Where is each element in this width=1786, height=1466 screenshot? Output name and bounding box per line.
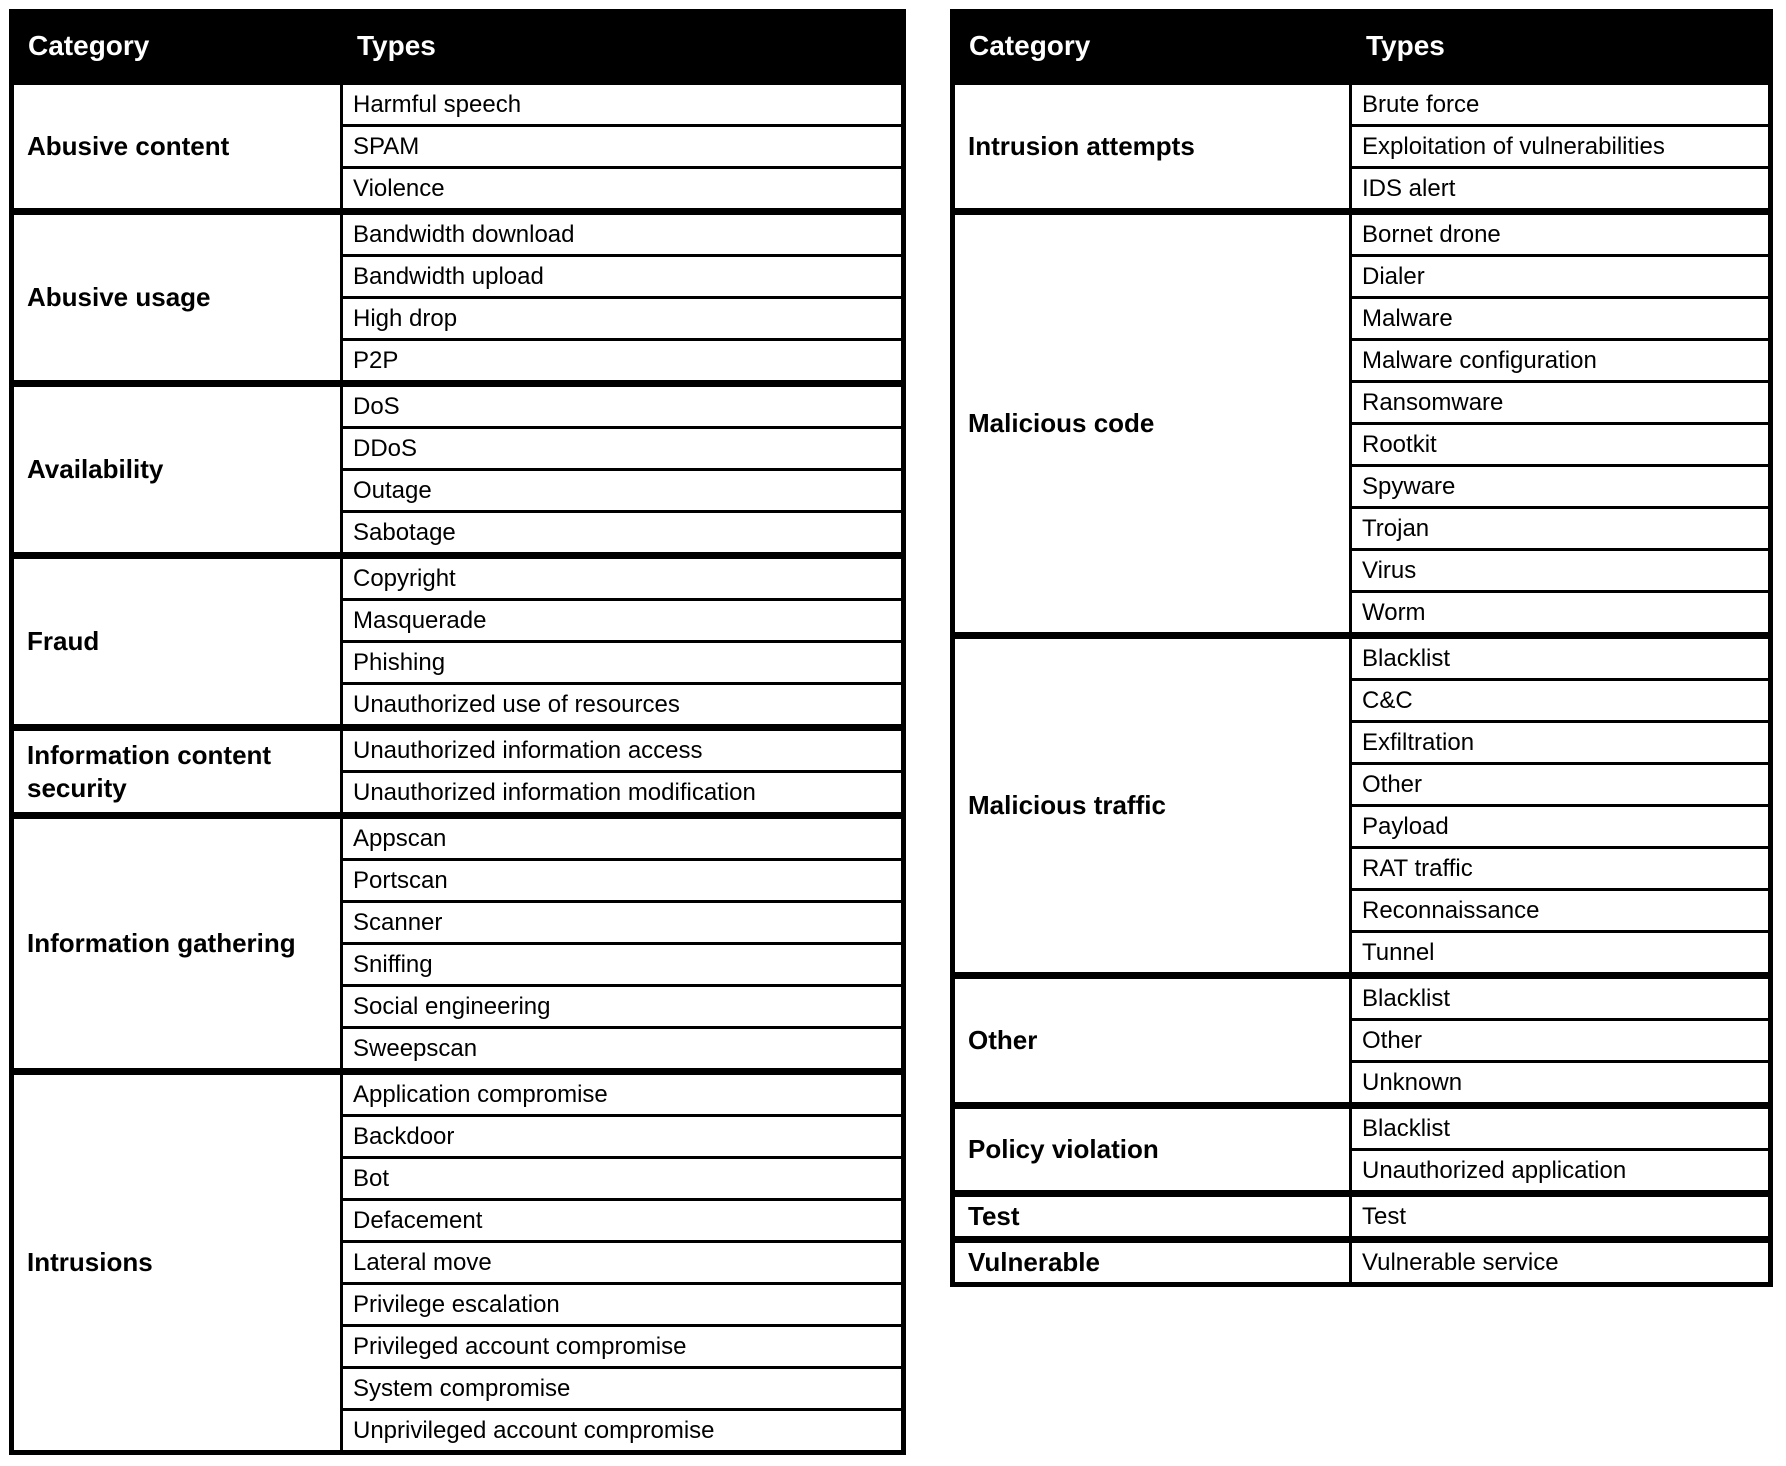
type-cell: Unauthorized use of resources (342, 684, 904, 728)
table-row (12, 728, 904, 772)
category-cell: Test (953, 1194, 1351, 1240)
table-row (953, 212, 1771, 256)
type-cell: Payload (1351, 806, 1771, 848)
category-types-table-right (950, 9, 1773, 1287)
type-cell: Other (1351, 764, 1771, 806)
table-row (12, 1072, 904, 1116)
type-cell: DoS (342, 384, 904, 428)
type-cell: Sabotage (342, 512, 904, 556)
type-cell: Bot (342, 1158, 904, 1200)
table-row (953, 1194, 1771, 1240)
taxonomy-tables-page (9, 9, 1786, 1455)
column-header-types: Types (342, 12, 904, 82)
type-cell: Malware configuration (1351, 340, 1771, 382)
type-cell: Sweepscan (342, 1028, 904, 1072)
type-cell: Outage (342, 470, 904, 512)
table-row (12, 212, 904, 256)
type-cell: Dialer (1351, 256, 1771, 298)
column-header-category: Category (953, 12, 1351, 82)
type-cell: Blacklist (1351, 976, 1771, 1020)
category-cell: Information gathering (12, 816, 342, 1072)
type-cell: Privilege escalation (342, 1284, 904, 1326)
type-cell: Appscan (342, 816, 904, 860)
type-cell: Bandwidth upload (342, 256, 904, 298)
type-cell: Unprivileged account compromise (342, 1410, 904, 1453)
type-cell: Worm (1351, 592, 1771, 636)
category-cell: Malicious traffic (953, 636, 1351, 976)
type-cell: IDS alert (1351, 168, 1771, 212)
category-cell: Intrusion attempts (953, 82, 1351, 212)
table-row (12, 384, 904, 428)
type-cell: P2P (342, 340, 904, 384)
type-cell: Privileged account compromise (342, 1326, 904, 1368)
type-cell: Harmful speech (342, 82, 904, 126)
type-cell: RAT traffic (1351, 848, 1771, 890)
category-cell: Policy violation (953, 1106, 1351, 1194)
type-cell: Defacement (342, 1200, 904, 1242)
type-cell: Blacklist (1351, 636, 1771, 680)
type-cell: Portscan (342, 860, 904, 902)
type-cell: Exfiltration (1351, 722, 1771, 764)
table-row (953, 1240, 1771, 1285)
type-cell: Virus (1351, 550, 1771, 592)
table-row (953, 1106, 1771, 1150)
type-cell: System compromise (342, 1368, 904, 1410)
category-cell: Vulnerable (953, 1240, 1351, 1285)
type-cell: Vulnerable service (1351, 1240, 1771, 1285)
type-cell: Tunnel (1351, 932, 1771, 976)
type-cell: Bandwidth download (342, 212, 904, 256)
type-cell: Reconnaissance (1351, 890, 1771, 932)
category-cell: Malicious code (953, 212, 1351, 636)
table-row (953, 976, 1771, 1020)
category-types-table-left (9, 9, 906, 1455)
type-cell: Unauthorized application (1351, 1150, 1771, 1194)
type-cell: Masquerade (342, 600, 904, 642)
header-row (953, 12, 1771, 82)
table-row (12, 556, 904, 600)
type-cell: Violence (342, 168, 904, 212)
category-cell: Availability (12, 384, 342, 556)
type-cell: Other (1351, 1020, 1771, 1062)
type-cell: C&C (1351, 680, 1771, 722)
type-cell: Exploitation of vulnerabilities (1351, 126, 1771, 168)
type-cell: DDoS (342, 428, 904, 470)
type-cell: Bornet drone (1351, 212, 1771, 256)
category-cell: Abusive content (12, 82, 342, 212)
header-row (12, 12, 904, 82)
category-cell: Information content security (12, 728, 342, 816)
type-cell: SPAM (342, 126, 904, 168)
type-cell: Application compromise (342, 1072, 904, 1116)
type-cell: Rootkit (1351, 424, 1771, 466)
category-cell: Intrusions (12, 1072, 342, 1453)
type-cell: Unknown (1351, 1062, 1771, 1106)
type-cell: Trojan (1351, 508, 1771, 550)
type-cell: Ransomware (1351, 382, 1771, 424)
type-cell: Sniffing (342, 944, 904, 986)
column-header-category: Category (12, 12, 342, 82)
type-cell: Social engineering (342, 986, 904, 1028)
type-cell: Scanner (342, 902, 904, 944)
type-cell: Copyright (342, 556, 904, 600)
type-cell: High drop (342, 298, 904, 340)
type-cell: Malware (1351, 298, 1771, 340)
type-cell: Phishing (342, 642, 904, 684)
table-row (12, 82, 904, 126)
type-cell: Unauthorized information access (342, 728, 904, 772)
type-cell: Blacklist (1351, 1106, 1771, 1150)
type-cell: Backdoor (342, 1116, 904, 1158)
category-cell: Abusive usage (12, 212, 342, 384)
category-cell: Other (953, 976, 1351, 1106)
table-row (953, 636, 1771, 680)
type-cell: Test (1351, 1194, 1771, 1240)
type-cell: Brute force (1351, 82, 1771, 126)
table-row (12, 816, 904, 860)
type-cell: Lateral move (342, 1242, 904, 1284)
column-header-types: Types (1351, 12, 1771, 82)
type-cell: Unauthorized information modification (342, 772, 904, 816)
table-row (953, 82, 1771, 126)
category-cell: Fraud (12, 556, 342, 728)
type-cell: Spyware (1351, 466, 1771, 508)
